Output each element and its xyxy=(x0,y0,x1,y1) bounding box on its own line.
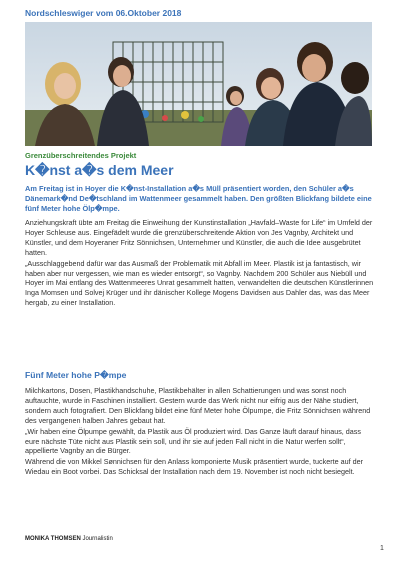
article-body-part-1 xyxy=(25,218,377,309)
paragraph: Während die von Mikkel Sønnichsen für den Anlass komponierte Musik präsentiert wurde, tuckerte auf der Wiedau ein Boot vorbei. Das Schicksal der Installation nach dem 19. November ist noch nicht besiegelt. xyxy=(25,457,363,477)
article-kicker: Grenzüberschreitendes Projekt xyxy=(25,151,137,160)
article-headline: K�nst a�s dem Meer xyxy=(25,162,174,178)
paragraph: „Ausschlaggebend dafür war das Ausmaß der Problematik mit Abfall im Meer. Plastik ist ja fantastisch, wir haben aber nur vergessen, wie man es wieder entsorgt“, so Vagnby. Nachdem 200 Schüler aus Niebüll und Hoyer im Mai entlang des Wattenmeeres Unrat gesammelt hatten, verwandelten die deutschen Künstlerinnen Inga Momsen und Solvej Krüger und ihr dänischer Kollege Mogens Davidsen aus Dahler das, was das Meer hergab, zu einer Installation. xyxy=(25,258,374,308)
article-lead: Am Freitag ist in Hoyer die K�nst-Installation a�s Müll präsentiert worden, den Schüler a�s Dänemark�nd De�tschland im Wattenmeer gesammelt haben. Den größten Blickfang bildete eine fünf Meter hohe Ölp�mpe. xyxy=(25,184,372,214)
source-line: Nordschleswiger vom 06.Oktober 2018 xyxy=(25,8,182,18)
photo-people-at-waste-bins-icon xyxy=(25,22,372,146)
byline-name: MONIKA THOMSEN xyxy=(25,536,81,542)
article-body-part-2 xyxy=(25,386,377,478)
paragraph: Milchkartons, Dosen, Plastikhandschuhe, Plastikbehälter in allen Schattierungen und was sonst noch auftauchte, wurde in Faschinen installiert. Gestern wurde das Werk nicht nur eifrig aus der Nähe studiert, sondern auch fotografiert. Den Blickfang bildet eine fünf Meter hohe Ölpumpe, die Fritz Sönnichsen während des vergangenen halben Jahres gebaut hat. xyxy=(25,386,371,425)
paragraph: Anziehungskraft übte am Freitag die Einweihung der Kunstinstallation „Havfald–Waste for Life“ im Umfeld der Hoyer Schleuse aus. Eingefädelt wurde die grenzüberschreitende Aktion von Jes Vagnby, Architekt und Künstler, und dem Hoyeraner Fritz Sönnichsen, Unternehmer und Künstler, die auch die Idee ausgebrütet hatten. xyxy=(25,218,373,257)
byline xyxy=(25,536,113,542)
article-photo xyxy=(25,22,372,146)
paragraph: „Wir haben eine Ölpumpe gewählt, da Plastik aus Öl produziert wird. Das Ganze läuft darauf hinaus, dass eure nächste Tüte nicht aus Plastik sein soll, und ihr sie auf jeden Fall nicht in die Natur werfen sollt“, appellierte Vagnby an die Bürger. xyxy=(25,426,361,456)
article-subheading: Fünf Meter hohe P�mpe xyxy=(25,370,127,380)
page-number: 1 xyxy=(380,545,384,552)
byline-role: Journalistin xyxy=(82,536,113,542)
